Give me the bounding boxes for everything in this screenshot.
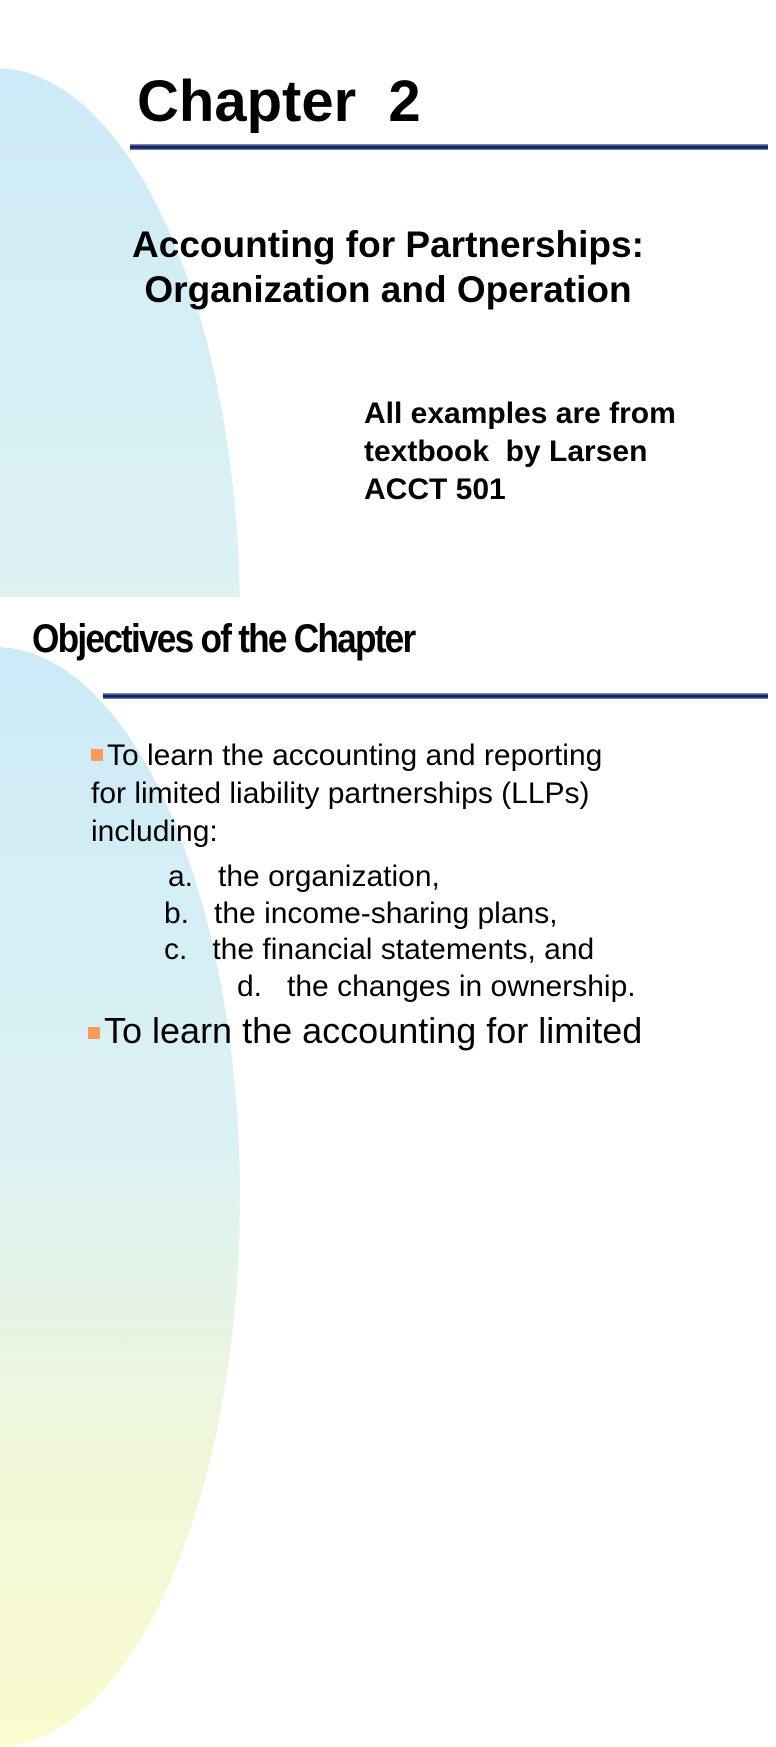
bullet-line-1 [91, 737, 602, 775]
next-bullet-partial [88, 1011, 642, 1051]
chapter-subtitle [0, 222, 776, 312]
title-rule [130, 144, 768, 150]
bullet-text: To learn the accounting and reporting [107, 739, 603, 772]
course-note [364, 395, 676, 509]
note-line: All examples are from [364, 397, 676, 430]
sub-item-d: d. the changes in ownership. [237, 970, 636, 1003]
subtitle-line: Organization and Operation [144, 269, 632, 310]
objective-bullet [91, 737, 602, 851]
subtitle-line: Accounting for Partnerships: [132, 224, 644, 265]
sub-item-a: a. the organization, [168, 860, 440, 893]
note-line: textbook by Larsen [364, 435, 648, 468]
chapter-title: Chapter 2 [137, 69, 421, 134]
bullet-line-2: for limited liability partnerships (LLPs) [91, 777, 590, 810]
objectives-title: Objectives of the Chapter [32, 617, 415, 661]
slide-objectives [0, 597, 768, 1051]
note-line: ACCT 501 [364, 473, 506, 506]
square-bullet-icon [91, 749, 103, 761]
square-bullet-icon [88, 1027, 100, 1039]
next-bullet-text: To learn the accounting for limited [104, 1010, 643, 1051]
bullet-line-3: including: [91, 815, 218, 848]
slide-title [0, 0, 768, 576]
sub-item-c: c. the financial statements, and [164, 933, 595, 966]
title-rule [103, 693, 768, 699]
sub-item-b: b. the income-sharing plans, [164, 897, 558, 930]
